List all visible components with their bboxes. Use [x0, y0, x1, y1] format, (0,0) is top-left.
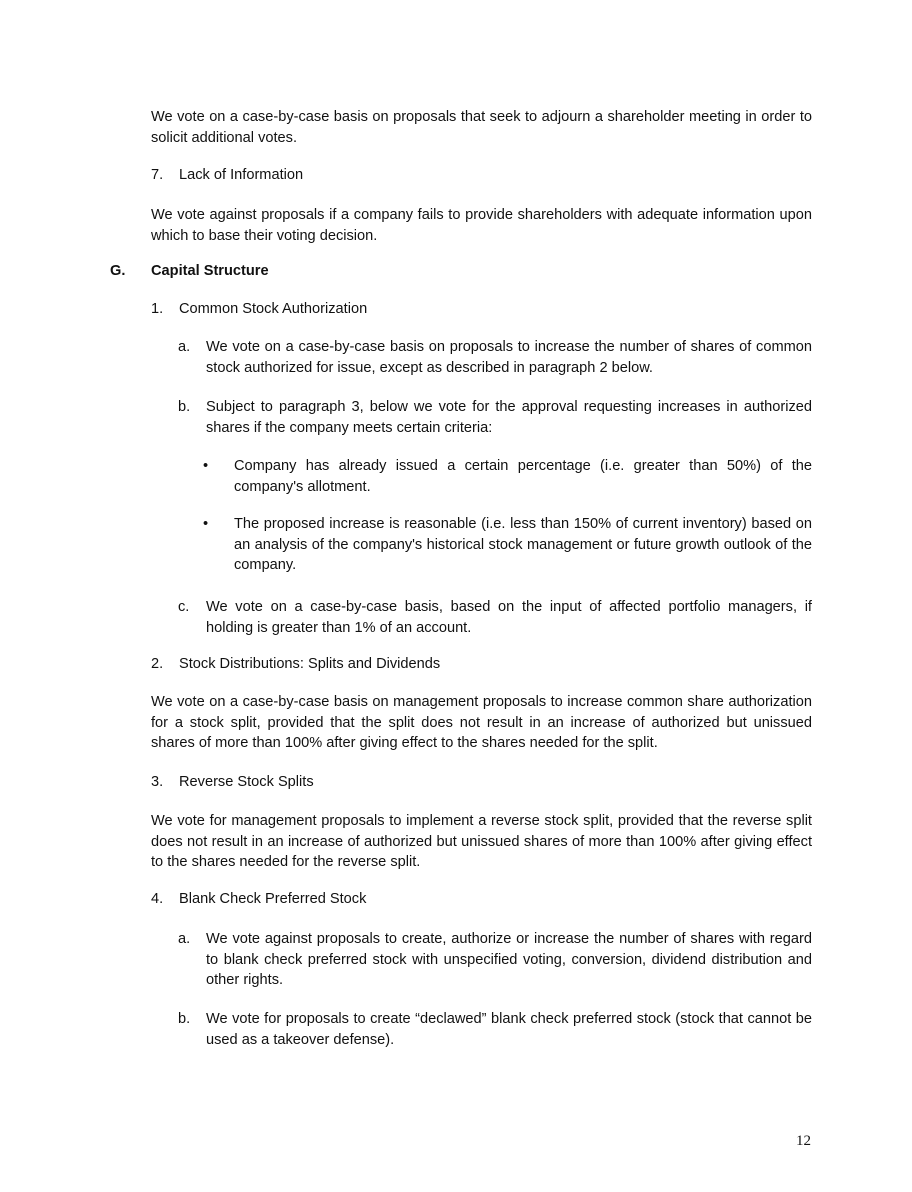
item-1-number: 1. — [151, 301, 164, 317]
item-1b-label: b. — [178, 399, 191, 415]
item-7-number: 7. — [151, 167, 164, 183]
bullet-icon: • — [203, 458, 209, 474]
item-4a-label: a. — [178, 931, 191, 947]
bullet-2-text: The proposed increase is reasonable (i.e. less than 150% of current inventory) based on an analysis of the company's historical stock management or future growth outlook of the company. — [234, 516, 812, 573]
item-1c-label: c. — [178, 599, 190, 615]
item-2-title: Stock Distributions: Splits and Dividends — [179, 656, 441, 672]
paragraph-stock-splits: We vote on a case-by-case basis on management proposals to increase common share authorization for a stock split, provided that the split does not result in an increase of authorized but unissued shares of more than 100% after giving effect to the shares needed for the split. — [151, 694, 812, 751]
item-4-title: Blank Check Preferred Stock — [179, 891, 367, 907]
item-2-number: 2. — [151, 656, 164, 672]
bullet-icon: • — [203, 516, 209, 532]
paragraph-reverse-splits: We vote for management proposals to implement a reverse stock split, provided that the reverse split does not result in an increase of authorized but unissued shares of more than 100% after giving effect to the shares needed for the reverse split. — [151, 813, 812, 870]
section-g-title: Capital Structure — [151, 263, 269, 279]
item-4b-label: b. — [178, 1011, 191, 1027]
bullet-1-text: Company has already issued a certain percentage (i.e. greater than 50%) of the company's allotment. — [234, 458, 812, 495]
item-7-title: Lack of Information — [179, 167, 304, 183]
item-4b-text: We vote for proposals to create “declawed” blank check preferred stock (stock that cannot be used as a takeover defense). — [206, 1011, 812, 1048]
item-4a-text: We vote against proposals to create, authorize or increase the number of shares with regard to blank check preferred stock with unspecified voting, conversion, dividend distribution and other rights. — [206, 931, 812, 988]
paragraph-lack-of-information: We vote against proposals if a company fails to provide shareholders with adequate information upon which to base their voting decision. — [151, 207, 812, 244]
section-g-letter: G. — [110, 263, 126, 279]
item-3-number: 3. — [151, 774, 164, 790]
item-1-title: Common Stock Authorization — [179, 301, 368, 317]
page-number: 12 — [796, 1133, 811, 1149]
item-1c-text: We vote on a case-by-case basis, based on the input of affected portfolio managers, if holding is greater than 1% of an account. — [206, 599, 812, 636]
paragraph-adjourn: We vote on a case-by-case basis on proposals that seek to adjourn a shareholder meeting in order to solicit additional votes. — [151, 109, 812, 146]
item-3-title: Reverse Stock Splits — [179, 774, 314, 790]
item-1a-text: We vote on a case-by-case basis on proposals to increase the number of shares of common stock authorized for issue, except as described in paragraph 2 below. — [206, 339, 812, 376]
item-1a-label: a. — [178, 339, 191, 355]
item-1b-text: Subject to paragraph 3, below we vote for the approval requesting increases in authorized shares if the company meets certain criteria: — [206, 399, 812, 436]
item-4-number: 4. — [151, 891, 164, 907]
